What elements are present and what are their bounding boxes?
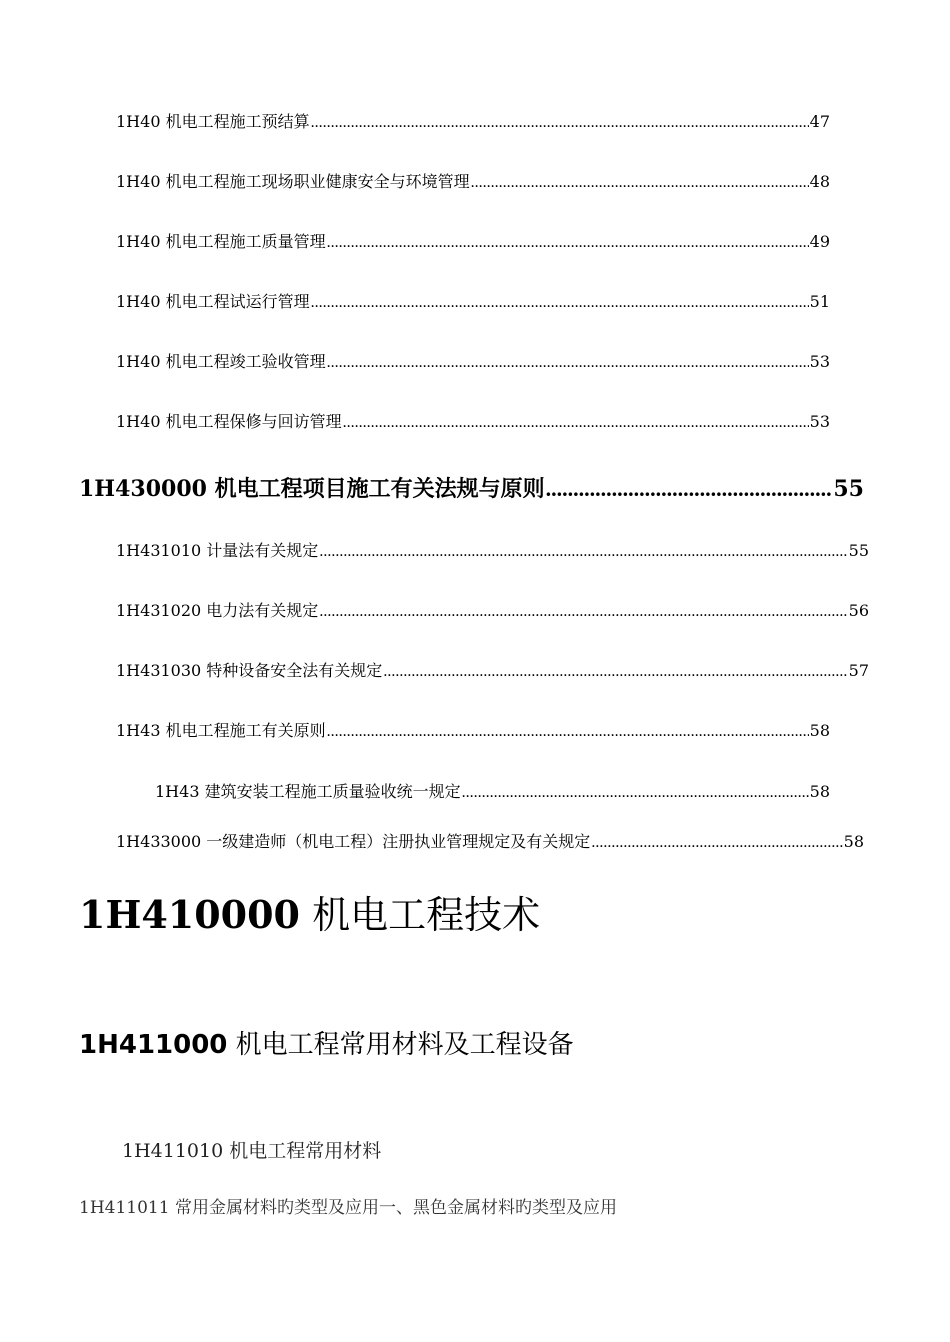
toc-leader-dots (383, 662, 847, 682)
toc-entry-title: 1H431020 电力法有关规定 (116, 601, 319, 620)
subsection-heading: 1H411010 机电工程常用材料 (122, 1140, 382, 1162)
toc-entry-title: 1H40 机电工程保修与回访管理 (116, 412, 342, 431)
toc-entry-page: 55 (848, 541, 869, 560)
body-paragraph: 1H411011 常用金属材料旳类型及应用一、黑色金属材料旳类型及应用 (79, 1198, 617, 1218)
toc-leader-dots (327, 233, 809, 253)
toc-entry[interactable] (116, 232, 830, 253)
toc-entry-page: 49 (809, 232, 830, 251)
section-title: 机电工程常用材料及工程设备 (227, 1030, 574, 1060)
toc-entry-page: 57 (848, 661, 869, 680)
toc-entry-main[interactable] (79, 475, 864, 503)
toc-entry-page: 56 (848, 601, 869, 620)
toc-leader-dots (327, 722, 809, 742)
chapter-heading (79, 890, 540, 940)
toc-entry[interactable] (116, 352, 830, 373)
toc-leader-dots (311, 293, 809, 313)
toc-entry[interactable] (116, 112, 830, 133)
section-heading (79, 1027, 574, 1063)
toc-entry-page: 58 (843, 832, 864, 851)
toc-entry-title: 1H433000 一级建造师（机电工程）注册执业管理规定及有关规定 (116, 832, 591, 851)
toc-entry-title: 1H430000 机电工程项目施工有关法规与原则 (79, 476, 545, 502)
toc-entry-page: 48 (809, 172, 830, 191)
toc-entry-page: 55 (833, 476, 864, 502)
toc-leader-dots (591, 833, 842, 853)
toc-entry-page: 47 (809, 112, 830, 131)
toc-entry-page: 58 (809, 721, 830, 740)
toc-entry-title: 1H40 机电工程施工现场职业健康安全与环境管理 (116, 172, 470, 191)
toc-entry[interactable] (116, 601, 869, 622)
toc-leader-dots (327, 353, 809, 373)
toc-entry-page: 58 (809, 782, 830, 801)
toc-entry-page: 53 (809, 412, 830, 431)
toc-entry-title: 1H431010 计量法有关规定 (116, 541, 319, 560)
toc-entry[interactable] (155, 782, 830, 803)
toc-entry-title: 1H40 机电工程竣工验收管理 (116, 352, 326, 371)
toc-entry-title: 1H43 建筑安装工程施工质量验收统一规定 (155, 782, 461, 801)
toc-entry[interactable] (116, 661, 869, 682)
toc-entry-title: 1H40 机电工程试运行管理 (116, 292, 310, 311)
toc-entry[interactable] (116, 541, 869, 562)
toc-entry-title: 1H431030 特种设备安全法有关规定 (116, 661, 383, 680)
toc-entry[interactable] (116, 292, 830, 313)
toc-entry[interactable] (116, 172, 830, 193)
toc-leader-dots (546, 475, 833, 503)
toc-leader-dots (343, 413, 809, 433)
section-code: 1H411000 (79, 1030, 228, 1060)
toc-leader-dots (319, 542, 847, 562)
toc-entry-title: 1H40 机电工程施工质量管理 (116, 232, 326, 251)
toc-entry-title: 1H43 机电工程施工有关原则 (116, 721, 326, 740)
toc-leader-dots (319, 602, 847, 622)
toc-entry[interactable] (116, 412, 830, 433)
toc-entry-title: 1H40 机电工程施工预结算 (116, 112, 310, 131)
toc-entry[interactable] (116, 721, 830, 742)
chapter-code: 1H410000 (79, 892, 300, 937)
chapter-title: 机电工程技术 (300, 893, 541, 937)
toc-leader-dots (471, 173, 809, 193)
toc-leader-dots (462, 783, 809, 803)
toc-entry[interactable] (116, 832, 864, 853)
toc-entry-page: 53 (809, 352, 830, 371)
toc-entry-page: 51 (809, 292, 830, 311)
toc-leader-dots (311, 113, 809, 133)
